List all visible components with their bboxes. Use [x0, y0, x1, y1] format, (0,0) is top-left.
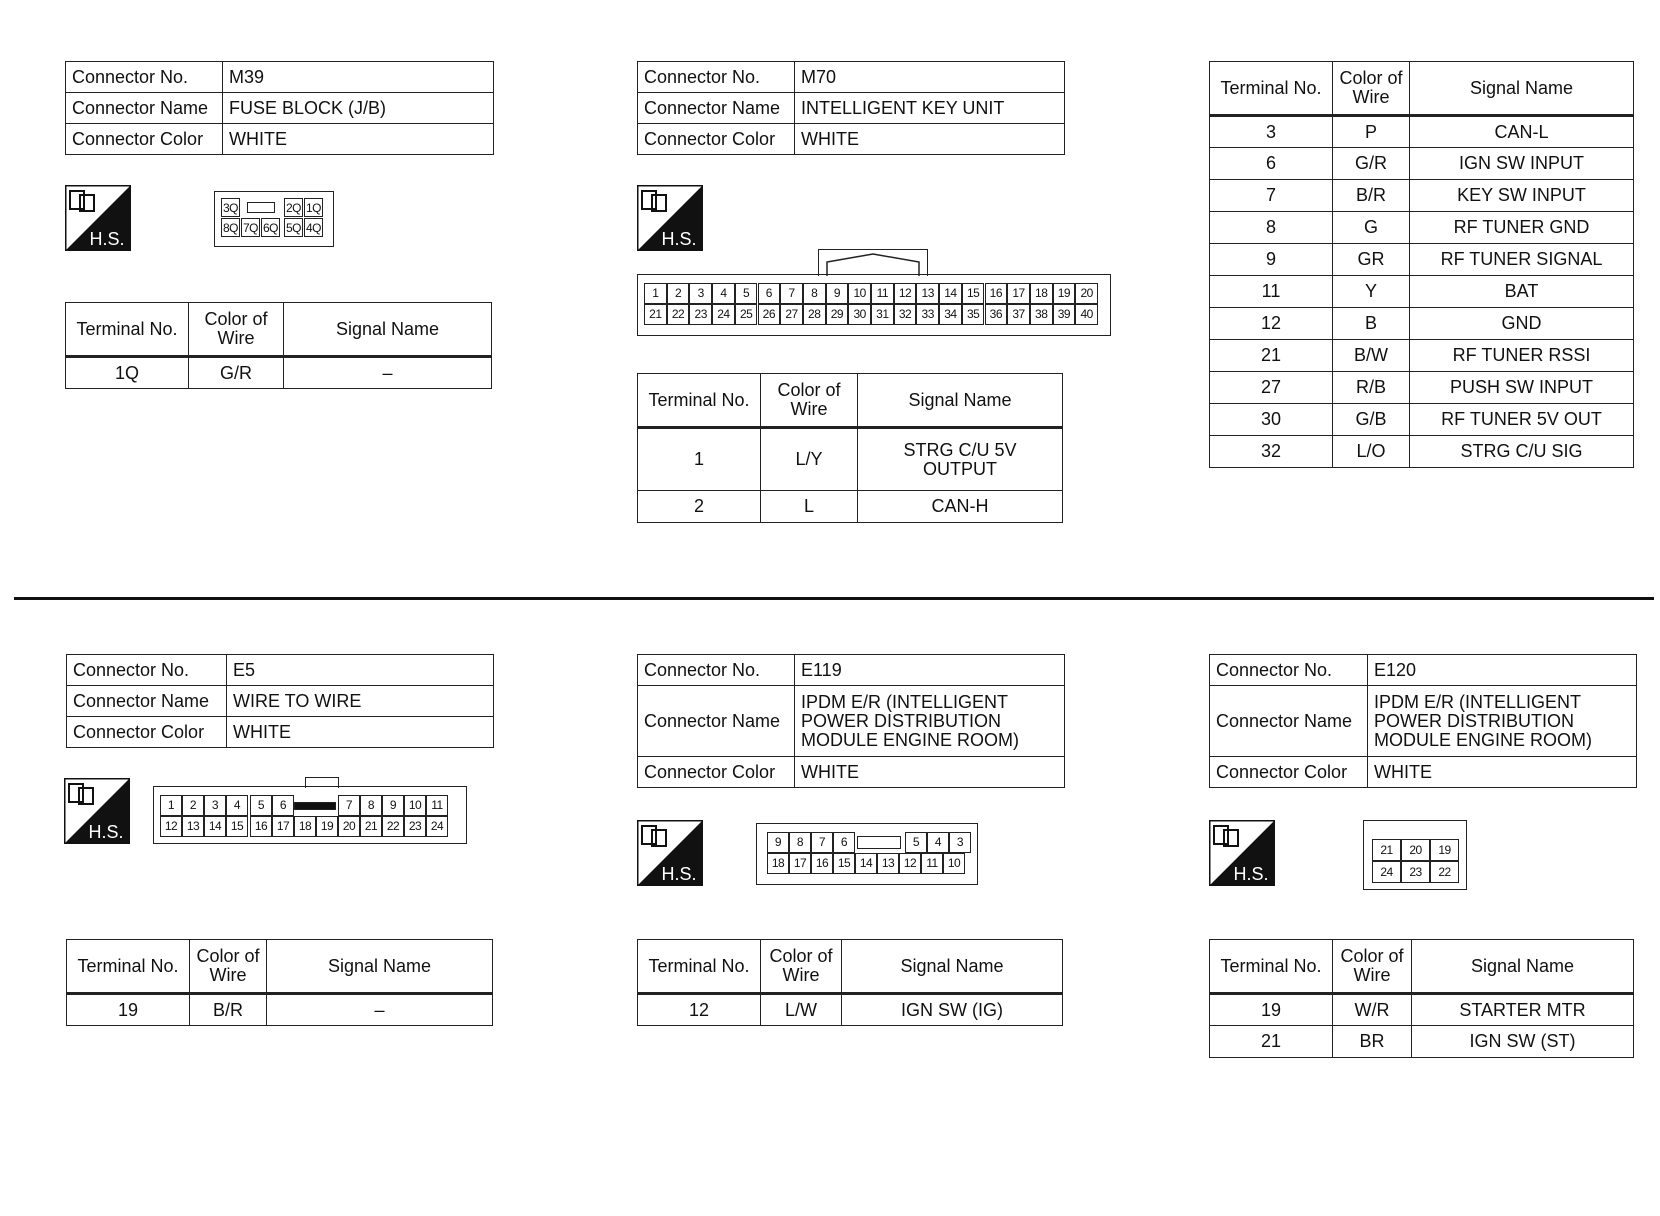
pin: 16 [985, 283, 1008, 304]
pin: 2 [182, 795, 204, 816]
wire-cell: G/R [1333, 148, 1410, 180]
pin: 8 [360, 795, 382, 816]
connector-name-label: Connector Name [66, 93, 223, 124]
signal-cell: RF TUNER 5V OUT [1410, 404, 1634, 436]
connector-color-value: WHITE [795, 757, 1065, 788]
signal-name-header: Signal Name [858, 374, 1063, 428]
table-row [1210, 1026, 1634, 1058]
connector-no-value: E120 [1368, 655, 1637, 686]
pin: 17 [789, 853, 811, 874]
pin: 23 [404, 816, 426, 837]
pin: 18 [1030, 283, 1053, 304]
pin: 18 [294, 816, 316, 837]
wire-cell: G [1333, 212, 1410, 244]
pin: 6 [833, 832, 855, 853]
connector-no-label: Connector No. [638, 62, 795, 93]
terminal-cell: 32 [1210, 436, 1333, 468]
wire-cell: G/R [189, 357, 284, 389]
wire-cell: G/B [1333, 404, 1410, 436]
signal-cell: – [284, 357, 492, 389]
pin-key-slot [247, 202, 275, 213]
connector-color-label: Connector Color [638, 124, 795, 155]
connector-no-label: Connector No. [638, 655, 795, 686]
connector-latch-m70 [818, 249, 928, 276]
terminal-cell: 1 [638, 428, 761, 491]
pin: 15 [833, 853, 855, 874]
pin: 36 [985, 304, 1008, 325]
pin: 1 [160, 795, 182, 816]
pin: 5 [735, 283, 758, 304]
signal-cell: RF TUNER GND [1410, 212, 1634, 244]
pin: 6Q [261, 218, 280, 237]
table-row [1210, 116, 1634, 148]
table-row [638, 491, 1063, 523]
pin: 22 [1430, 861, 1459, 883]
terminal-cell: 3 [1210, 116, 1333, 148]
signal-cell: STRG C/U SIG [1410, 436, 1634, 468]
wire-color-header: Color of Wire [189, 303, 284, 357]
pin: 10 [404, 795, 426, 816]
connector-face-e120 [1363, 820, 1467, 890]
wire-cell: B/R [190, 994, 267, 1026]
table-row [1210, 180, 1634, 212]
pin: 20 [1075, 283, 1098, 304]
connector-face-e119 [756, 823, 978, 885]
pin: 24 [426, 816, 448, 837]
terminal-cell: 19 [1210, 994, 1333, 1026]
pin: 1 [644, 283, 667, 304]
pin: 22 [667, 304, 690, 325]
connector-name-value: INTELLIGENT KEY UNIT [795, 93, 1065, 124]
terminal-table-m70-left [637, 373, 1063, 523]
connector-info-m39 [65, 61, 494, 155]
connector-name-label: Connector Name [638, 686, 795, 757]
connector-color-label: Connector Color [638, 757, 795, 788]
terminal-table-m70-right [1209, 61, 1634, 468]
connector-no-label: Connector No. [66, 62, 223, 93]
pin: 8 [803, 283, 826, 304]
signal-cell: IGN SW (IG) [842, 994, 1063, 1026]
wire-cell: L/Y [761, 428, 858, 491]
signal-cell: RF TUNER RSSI [1410, 340, 1634, 372]
terminal-no-header: Terminal No. [638, 374, 761, 428]
signal-cell: STARTER MTR [1412, 994, 1634, 1026]
connector-name-value: WIRE TO WIRE [227, 686, 494, 717]
wire-cell: B/W [1333, 340, 1410, 372]
hs-icon [637, 820, 703, 886]
connector-no-value: E119 [795, 655, 1065, 686]
table-row [67, 994, 493, 1026]
wire-cell: L [761, 491, 858, 523]
terminal-no-header: Terminal No. [638, 940, 761, 994]
wire-cell: BR [1333, 1026, 1412, 1058]
connector-color-value: WHITE [227, 717, 494, 748]
pin: 9 [382, 795, 404, 816]
pin: 20 [1401, 839, 1430, 861]
pin: 30 [848, 304, 871, 325]
pin: 11 [871, 283, 894, 304]
wire-cell: B/R [1333, 180, 1410, 212]
pin: 12 [899, 853, 921, 874]
hs-icon [1209, 820, 1275, 886]
table-row [1210, 404, 1634, 436]
pin: 28 [803, 304, 826, 325]
wire-color-header: Color of Wire [1333, 62, 1410, 116]
wire-cell: R/B [1333, 372, 1410, 404]
connector-info-e119 [637, 654, 1065, 788]
pin: 13 [182, 816, 204, 837]
pin: 35 [962, 304, 985, 325]
wire-cell: L/O [1333, 436, 1410, 468]
pin: 40 [1075, 304, 1098, 325]
pin: 10 [848, 283, 871, 304]
terminal-cell: 8 [1210, 212, 1333, 244]
connector-no-value: M39 [223, 62, 494, 93]
pin: 23 [689, 304, 712, 325]
connector-color-value: WHITE [1368, 757, 1637, 788]
wire-cell: Y [1333, 276, 1410, 308]
table-row [1210, 340, 1634, 372]
signal-cell: BAT [1410, 276, 1634, 308]
pin: 3 [949, 832, 971, 853]
pin: 16 [250, 816, 272, 837]
wire-cell: P [1333, 116, 1410, 148]
pin: 13 [877, 853, 899, 874]
signal-name-header: Signal Name [1410, 62, 1634, 116]
terminal-no-header: Terminal No. [66, 303, 189, 357]
pin: 13 [916, 283, 939, 304]
terminal-table-e119 [637, 939, 1063, 1026]
pin: 4 [927, 832, 949, 853]
pin-key-slot [294, 802, 336, 810]
pin: 5Q [284, 218, 303, 237]
connector-info-e120 [1209, 654, 1637, 788]
pin: 22 [382, 816, 404, 837]
wire-color-header: Color of Wire [1333, 940, 1412, 994]
pin: 9 [826, 283, 849, 304]
table-row [638, 428, 1063, 491]
connector-color-label: Connector Color [66, 124, 223, 155]
pin: 23 [1401, 861, 1430, 883]
pin: 7 [338, 795, 360, 816]
wire-cell: GR [1333, 244, 1410, 276]
pin: 3 [204, 795, 226, 816]
pin: 21 [360, 816, 382, 837]
pin: 19 [1430, 839, 1459, 861]
signal-cell: – [267, 994, 493, 1026]
pin: 14 [939, 283, 962, 304]
terminal-cell: 21 [1210, 1026, 1333, 1058]
table-row [1210, 148, 1634, 180]
terminal-cell: 27 [1210, 372, 1333, 404]
connector-no-value: M70 [795, 62, 1065, 93]
terminal-cell: 12 [638, 994, 761, 1026]
terminal-cell: 9 [1210, 244, 1333, 276]
connector-name-label: Connector Name [638, 93, 795, 124]
signal-cell: STRG C/U 5V OUTPUT [858, 428, 1063, 491]
table-row [1210, 212, 1634, 244]
svg-text:H.S.: H.S. [88, 822, 124, 842]
signal-cell: PUSH SW INPUT [1410, 372, 1634, 404]
pin: 9 [767, 832, 789, 853]
pin: 17 [272, 816, 294, 837]
pin: 38 [1030, 304, 1053, 325]
pin: 6 [272, 795, 294, 816]
signal-name-header: Signal Name [267, 940, 493, 994]
pin: 3 [689, 283, 712, 304]
pin: 7 [811, 832, 833, 853]
terminal-cell: 7 [1210, 180, 1333, 212]
connector-name-value: IPDM E/R (INTELLIGENT POWER DISTRIBUTION MODULE ENGINE ROOM) [1368, 686, 1637, 757]
terminal-no-header: Terminal No. [1210, 62, 1333, 116]
connector-name-value: FUSE BLOCK (J/B) [223, 93, 494, 124]
pin: 16 [811, 853, 833, 874]
pin: 8 [789, 832, 811, 853]
table-row [1210, 436, 1634, 468]
pin: 12 [894, 283, 917, 304]
terminal-cell: 21 [1210, 340, 1333, 372]
pin: 6 [758, 283, 781, 304]
signal-name-header: Signal Name [284, 303, 492, 357]
wire-cell: W/R [1333, 994, 1412, 1026]
pin: 2 [667, 283, 690, 304]
pin: 8Q [221, 218, 240, 237]
pin: 32 [894, 304, 917, 325]
pin: 25 [735, 304, 758, 325]
svg-text:H.S.: H.S. [661, 229, 697, 249]
connector-face-e5 [153, 786, 467, 844]
hs-icon [637, 185, 703, 251]
terminal-no-header: Terminal No. [1210, 940, 1333, 994]
pin: 37 [1007, 304, 1030, 325]
terminal-cell: 6 [1210, 148, 1333, 180]
pin: 20 [338, 816, 360, 837]
connector-face-m39 [214, 191, 334, 247]
terminal-cell: 12 [1210, 308, 1333, 340]
wire-color-header: Color of Wire [761, 940, 842, 994]
connector-info-e5 [66, 654, 494, 748]
pin: 24 [1372, 861, 1401, 883]
pin: 19 [1053, 283, 1076, 304]
signal-name-header: Signal Name [1412, 940, 1634, 994]
table-row [1210, 308, 1634, 340]
connector-no-label: Connector No. [1210, 655, 1368, 686]
connector-name-value: IPDM E/R (INTELLIGENT POWER DISTRIBUTION MODULE ENGINE ROOM) [795, 686, 1065, 757]
hs-icon [65, 185, 131, 251]
terminal-cell: 1Q [66, 357, 189, 389]
pin: 4 [226, 795, 248, 816]
pin: 39 [1053, 304, 1076, 325]
table-row [638, 994, 1063, 1026]
connector-info-m70 [637, 61, 1065, 155]
pin: 7Q [241, 218, 260, 237]
terminal-cell: 11 [1210, 276, 1333, 308]
pin: 10 [943, 853, 965, 874]
pin: 1Q [304, 198, 323, 217]
signal-name-header: Signal Name [842, 940, 1063, 994]
pin: 24 [712, 304, 735, 325]
terminal-table-m39 [65, 302, 492, 389]
connector-color-value: WHITE [795, 124, 1065, 155]
table-row [1210, 372, 1634, 404]
signal-cell: KEY SW INPUT [1410, 180, 1634, 212]
signal-cell: IGN SW (ST) [1412, 1026, 1634, 1058]
table-row [1210, 276, 1634, 308]
pin: 26 [758, 304, 781, 325]
pin: 17 [1007, 283, 1030, 304]
pin: 15 [226, 816, 248, 837]
pin: 11 [921, 853, 943, 874]
pin: 18 [767, 853, 789, 874]
pin: 33 [916, 304, 939, 325]
signal-cell: CAN-H [858, 491, 1063, 523]
pin: 34 [939, 304, 962, 325]
wire-cell: L/W [761, 994, 842, 1026]
svg-text:H.S.: H.S. [1233, 864, 1269, 884]
pin-key-slot [857, 836, 901, 849]
pin: 7 [780, 283, 803, 304]
signal-cell: IGN SW INPUT [1410, 148, 1634, 180]
pin: 4 [712, 283, 735, 304]
wire-color-header: Color of Wire [761, 374, 858, 428]
wire-color-header: Color of Wire [190, 940, 267, 994]
connector-color-value: WHITE [223, 124, 494, 155]
pin: 14 [855, 853, 877, 874]
hs-icon [64, 778, 130, 844]
table-row [1210, 994, 1634, 1026]
terminal-cell: 19 [67, 994, 190, 1026]
pin: 19 [316, 816, 338, 837]
pin: 5 [250, 795, 272, 816]
pin: 15 [962, 283, 985, 304]
connector-name-label: Connector Name [1210, 686, 1368, 757]
terminal-cell: 30 [1210, 404, 1333, 436]
pin: 2Q [284, 198, 303, 217]
table-row [66, 357, 492, 389]
pin: 4Q [304, 218, 323, 237]
connector-color-label: Connector Color [1210, 757, 1368, 788]
pin: 21 [1372, 839, 1401, 861]
terminal-no-header: Terminal No. [67, 940, 190, 994]
terminal-cell: 2 [638, 491, 761, 523]
connector-color-label: Connector Color [67, 717, 227, 748]
wire-cell: B [1333, 308, 1410, 340]
pin: 12 [160, 816, 182, 837]
signal-cell: RF TUNER SIGNAL [1410, 244, 1634, 276]
section-divider [14, 597, 1654, 600]
pin: 29 [826, 304, 849, 325]
terminal-table-e120 [1209, 939, 1634, 1058]
pin: 27 [780, 304, 803, 325]
pin: 14 [204, 816, 226, 837]
pin: 21 [644, 304, 667, 325]
connector-no-value: E5 [227, 655, 494, 686]
pin: 5 [905, 832, 927, 853]
connector-no-label: Connector No. [67, 655, 227, 686]
table-row [1210, 244, 1634, 276]
signal-cell: CAN-L [1410, 116, 1634, 148]
pin: 11 [426, 795, 448, 816]
terminal-table-e5 [66, 939, 493, 1026]
svg-text:H.S.: H.S. [89, 229, 125, 249]
connector-name-label: Connector Name [67, 686, 227, 717]
pin: 31 [871, 304, 894, 325]
pin: 3Q [221, 198, 240, 217]
svg-text:H.S.: H.S. [661, 864, 697, 884]
connector-face-m70 [637, 274, 1111, 336]
signal-cell: GND [1410, 308, 1634, 340]
